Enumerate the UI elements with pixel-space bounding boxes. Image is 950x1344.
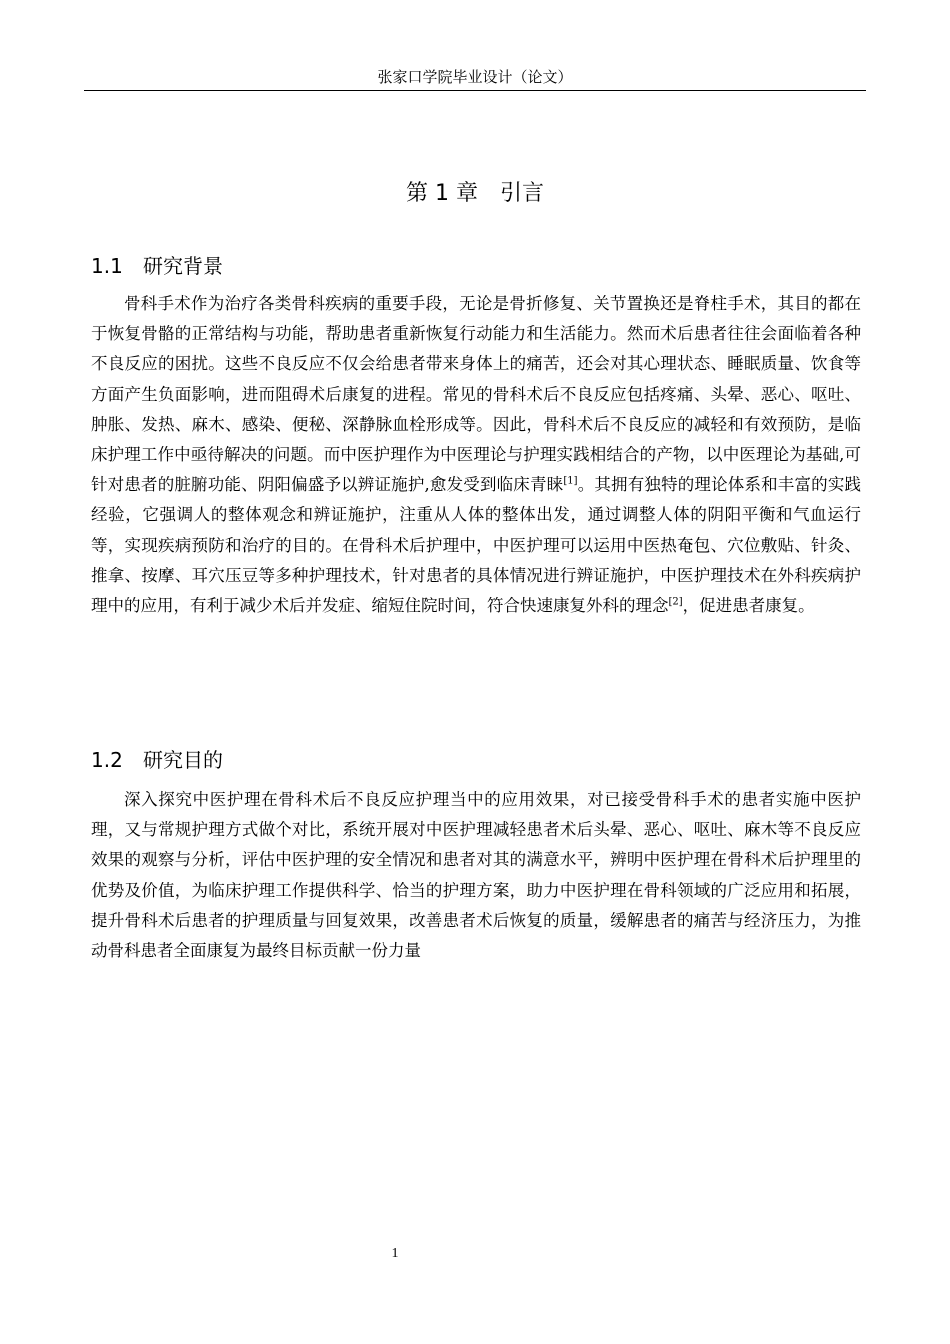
section-title: 研究背景 — [143, 254, 223, 278]
section-number: 1.2 — [91, 748, 123, 772]
citation-1: [1] — [563, 475, 578, 487]
section-heading-1-2 — [91, 745, 223, 775]
header-text: 张家口学院毕业设计（论文） — [377, 68, 573, 86]
paragraph-text: 骨科手术作为治疗各类骨科疾病的重要手段，无论是骨折修复、关节置换还是脊柱手术，其目的都在于恢复骨骼的正常结构与功能，帮助患者重新恢复行动能力和生活能力。然而术后患者往往会面临着各种不良反应的困扰。这些不良反应不仅会给患者带来身体上的痛苦，还会对其心理状态、睡眠质量、饮食等方面产生负面影响，进而阻碍术后康复的进程。常见的骨科术后不良反应包括疼痛、头晕、恶心、呕吐、肿胀、发热、麻木、感染、便秘、深静脉血栓形成等。因此，骨科术后不良反应的减轻和有效预防，是临床护理工作中亟待解决的问题。而中医护理作为中医理论与护理实践相结合的产物，以中医理论为基础,可针对患者的脏腑功能、阴阳偏盛予以辨证施护,愈发受到临床青睐 — [91, 294, 861, 495]
chapter-title: 第 1 章 引言 — [406, 181, 544, 206]
citation-2: [2] — [668, 596, 683, 608]
section-number: 1.1 — [91, 254, 123, 278]
section-1-1-paragraph — [91, 289, 861, 621]
page-number: 1 — [391, 1246, 399, 1261]
paragraph-text: ，促进患者康复。 — [682, 596, 815, 616]
paragraph-text: 。其拥有独特的理论体系和丰富的实践经验，它强调人的整体观念和辨证施护，注重从人体的整体出发，通过调整人体的阴阳平衡和气血运行等，实现疾病预防和治疗的目的。在骨科术后护理中，中医护理可以运用中医热奄包、穴位敷贴、针灸、推拿、按摩、耳穴压豆等多种护理技术，针对患者的具体情况进行辨证施护，中医护理技术在外科疾病护理中的应用，有利于减少术后并发症、缩短住院时间，符合快速康复外科的理念 — [91, 475, 862, 616]
page-header — [84, 64, 866, 91]
section-heading-1-1 — [91, 251, 223, 281]
section-title: 研究目的 — [143, 748, 223, 772]
paragraph-text: 深入探究中医护理在骨科术后不良反应护理当中的应用效果，对已接受骨科手术的患者实施中医护理，又与常规护理方式做个对比，系统开展对中医护理减轻患者术后头晕、恶心、呕吐、麻木等不良反应效果的观察与分析，评估中医护理的安全情况和患者对其的满意水平，辨明中医护理在骨科术后护理里的优势及价值，为临床护理工作提供科学、恰当的护理方案，助力中医护理在骨科领域的广泛应用和拓展，提升骨科术后患者的护理质量与回复效果，改善患者术后恢复的质量，缓解患者的痛苦与经济压力，为推动骨科患者全面康复为最终目标贡献一份力量 — [91, 790, 861, 961]
section-1-2-paragraph — [91, 785, 861, 966]
